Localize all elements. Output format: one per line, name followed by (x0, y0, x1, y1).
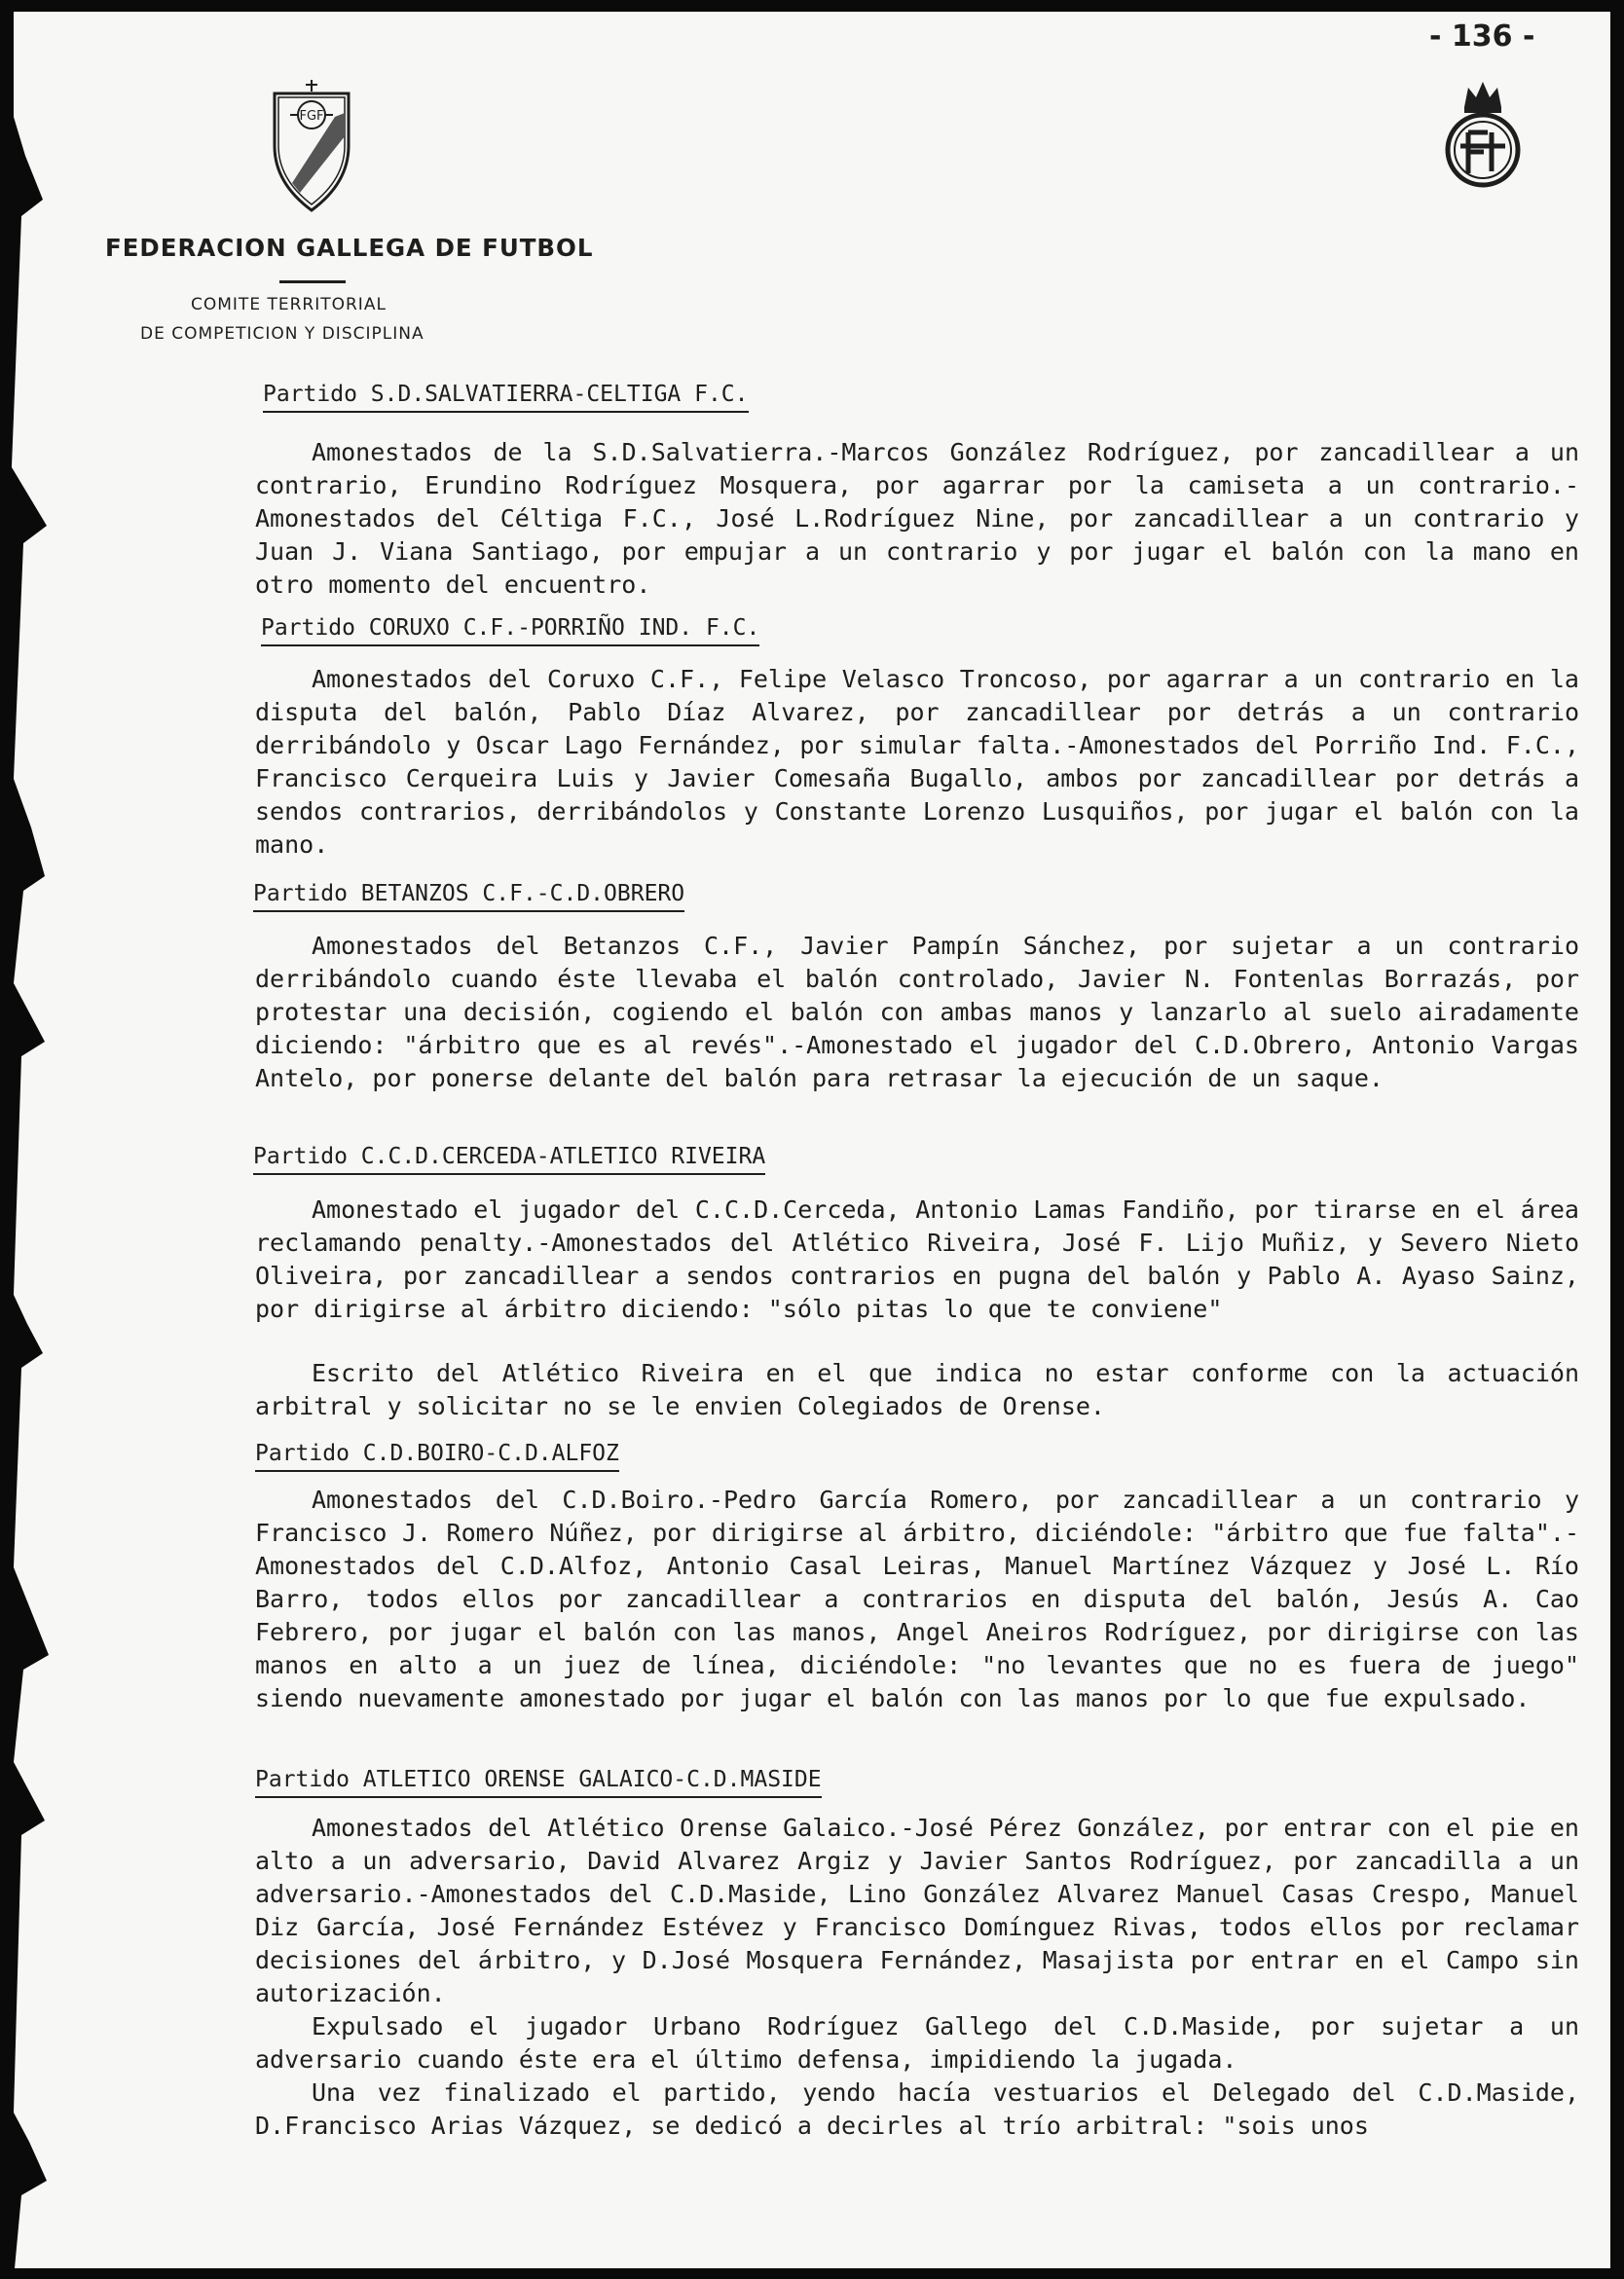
match-heading: Partido ATLETICO ORENSE GALAICO-C.D.MASIDE (255, 1767, 822, 1798)
page-number: - 136 - (1429, 19, 1535, 54)
torn-left-edge (0, 0, 58, 2279)
match-paragraph: Una vez finalizado el partido, yendo hacía vestuarios el Delegado del C.D.Maside, D.Francisco Arias Vázquez, se dedicó a decirles al trío arbitral: "sois unos (255, 2078, 1579, 2140)
match-paragraph: Expulsado el jugador Urbano Rodríguez Gallego del C.D.Maside, por sujetar a un adversario cuando éste era el último defensa, impidiendo la jugada. (255, 2012, 1579, 2074)
match-heading: Partido C.C.D.CERCEDA-ATLETICO RIVEIRA (253, 1144, 765, 1175)
federation-name: FEDERACION GALLEGA DE FUTBOL (105, 234, 594, 262)
match-heading: Partido C.D.BOIRO-C.D.ALFOZ (255, 1441, 619, 1472)
scan-border-right (1610, 0, 1624, 2279)
shield-crest-icon (271, 78, 352, 214)
svg-text:FGF: FGF (299, 109, 324, 124)
crowned-rfef-crest-icon (1443, 78, 1523, 190)
match-heading: Partido CORUXO C.F.-PORRIÑO IND. F.C. (261, 615, 759, 646)
match-paragraph: Amonestados del Coruxo C.F., Felipe Velasco Troncoso, por agarrar a un contrario en la disputa del balón, Pablo Díaz Alvarez, por zancadillear por detrás a un contrario derribándolo y Oscar Lago Fernández, por simular falta.-Amonestados del Porriño Ind. F.C., Francisco Cerqueira Luis y Javier Comesaña Bugallo, ambos por zancadillear por detrás a sendos contrarios, derribándolos y Constante Lorenzo Lusquiños, por jugar el balón con la mano. (255, 665, 1579, 859)
header-divider (279, 280, 346, 283)
match-paragraph: Amonestados de la S.D.Salvatierra.-Marcos González Rodríguez, por zancadillear a un contrario, Erundino Rodríguez Mosquera, por agarrar por la camiseta a un contrario.-Amonestados del Céltiga F.C., José L.Rodríguez Nine, por zancadillear a un contrario y Juan J. Viana Santiago, por empujar a un contrario y por jugar el balón con la mano en otro momento del encuentro. (255, 438, 1579, 599)
match-heading: Partido BETANZOS C.F.-C.D.OBRERO (253, 881, 684, 912)
committee-line-1: COMITE TERRITORIAL (191, 295, 387, 314)
match-paragraph: Amonestados del Atlético Orense Galaico.-José Pérez González, por entrar con el pie en alto a un adversario, David Alvarez Argiz y Javier Santos Rodríguez, por zancadilla a un adversario.-Amonestados del C.D.Maside, Lino González Alvarez Manuel Casas Crespo, Manuel Diz García, José Fernández Estévez y Francisco Domínguez Rivas, todos ellos por reclamar decisiones del árbitro, y D.José Mosquera Fernández, Masajista por entrar en el Campo sin autorización. (255, 1814, 1579, 2007)
match-paragraph: Amonestados del C.D.Boiro.-Pedro García Romero, por zancadillear a un contrario y Francisco J. Romero Núñez, por dirigirse al árbitro, diciéndole: "árbitro que fue falta".-Amonestados del C.D.Alfoz, Antonio Casal Leiras, Manuel Martínez Vázquez y José L. Río Barro, todos ellos por zancadillear a contrarios en disputa del balón, Jesús A. Cao Febrero, por jugar el balón con las manos, Angel Aneiros Rodríguez, por dirigirse con las manos en alto a un juez de línea, diciéndole: "no levantes que no es fuera de juego" siendo nuevamente amonestado por jugar el balón con las manos por lo que fue expulsado. (255, 1486, 1579, 1712)
committee-line-2: DE COMPETICION Y DISCIPLINA (140, 324, 424, 344)
match-paragraph: Amonestado el jugador del C.C.D.Cerceda, Antonio Lamas Fandiño, por tirarse en el área reclamando penalty.-Amonestados del Atlético Riveira, José F. Lijo Muñiz, y Severo Nieto Oliveira, por zancadillear a sendos contrarios en pugna del balón y Pablo A. Ayaso Sainz, por dirigirse al árbitro diciendo: "sólo pitas lo que te conviene" (255, 1195, 1579, 1323)
match-paragraph: Escrito del Atlético Riveira en el que indica no estar conforme con la actuación arbitral y solicitar no se le envien Colegiados de Orense. (255, 1359, 1579, 1420)
match-paragraph: Amonestados del Betanzos C.F., Javier Pampín Sánchez, por sujetar a un contrario derribándolo cuando éste llevaba el balón controlado, Javier N. Fontenlas Borrazás, por protestar una decisión, cogiendo el balón con ambas manos y lanzarlo al suelo airadamente diciendo: "árbitro que es al revés".-Amonestado el jugador del C.D.Obrero, Antonio Vargas Antelo, por ponerse delante del balón para retrasar la ejecución de un saque. (255, 932, 1579, 1092)
scan-border-bottom (0, 2267, 1624, 2279)
scan-border-top (0, 0, 1624, 12)
match-heading: Partido S.D.SALVATIERRA-CELTIGA F.C. (263, 382, 749, 413)
